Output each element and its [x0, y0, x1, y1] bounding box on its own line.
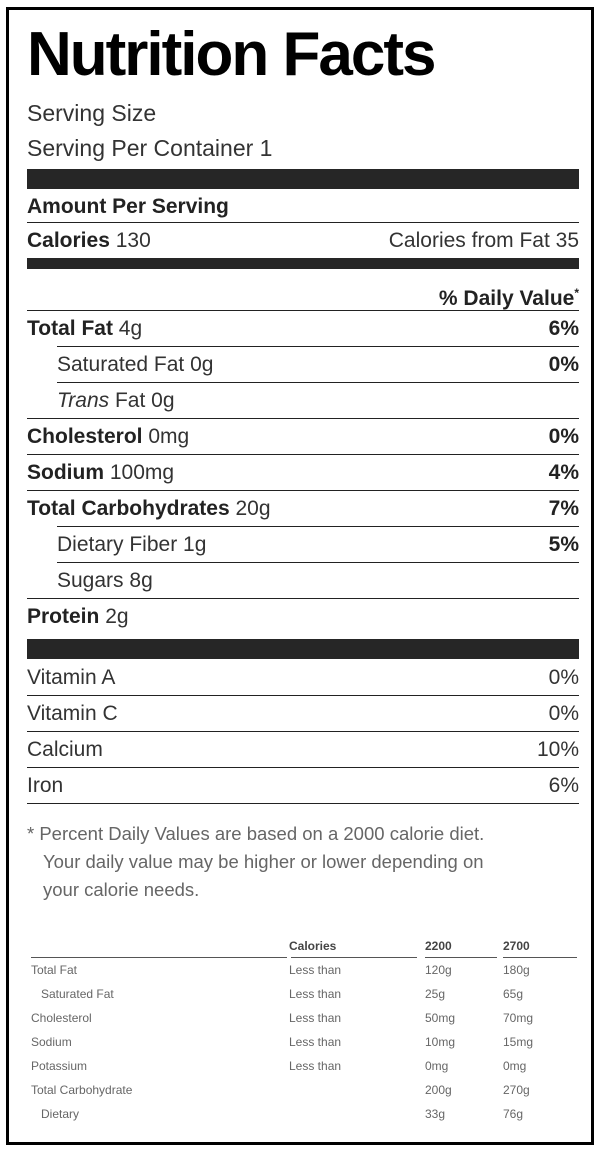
nutrient-dv: 6% — [548, 317, 579, 340]
table-cell: Less than — [289, 987, 342, 1001]
vitamin-dv: 10% — [536, 738, 579, 761]
table-row — [31, 1054, 583, 1078]
nutrient-dv: 5% — [548, 533, 579, 556]
nutrition-label — [6, 7, 594, 1145]
table-cell: 33g — [425, 1107, 446, 1121]
table-header: 2200 — [425, 939, 452, 953]
rule — [27, 454, 579, 455]
nutrient-dv: 7% — [548, 497, 579, 520]
table-row — [31, 1102, 583, 1126]
rule — [27, 803, 579, 804]
calcium — [27, 735, 579, 765]
table-cell: 10mg — [425, 1035, 456, 1049]
table-row — [31, 1030, 583, 1054]
table-cell: Less than — [289, 1059, 342, 1073]
daily-value-table — [31, 934, 583, 1126]
nutrient-label: Sugars — [57, 569, 124, 592]
nutrient-amount: 8g — [129, 569, 153, 592]
table-cell: Less than — [289, 963, 342, 977]
table-row — [31, 982, 583, 1006]
vitamin-label: Iron — [27, 774, 64, 797]
calories-value: 130 — [115, 229, 151, 252]
table-cell: Saturated Fat — [41, 987, 114, 1001]
table-cell: 65g — [503, 987, 524, 1001]
rule — [57, 562, 579, 563]
nutrient-amount: 1g — [183, 533, 207, 556]
nutrient-label: Trans — [57, 389, 110, 412]
table-cell: 200g — [425, 1083, 452, 1097]
nutrient-amount: 0mg — [148, 425, 190, 448]
daily-value-header: % Daily Value — [438, 287, 575, 310]
vitamin-dv: 0% — [548, 702, 579, 725]
table-cell: Dietary — [41, 1107, 80, 1121]
table-header — [31, 934, 289, 958]
table-cell: 270g — [503, 1083, 530, 1097]
nutrient-trans-fat — [27, 386, 579, 416]
rule — [27, 418, 579, 419]
rule — [27, 731, 579, 732]
nutrient-cholesterol — [27, 422, 579, 452]
rule — [57, 526, 579, 527]
nutrient-label: Saturated Fat — [57, 353, 185, 376]
nutrient-label: Protein — [27, 605, 100, 628]
vitamin-label: Vitamin C — [27, 702, 118, 725]
nutrient-label: Total Fat — [27, 317, 113, 340]
nutrient-label: Total Carbohydrates — [27, 497, 230, 520]
iron — [27, 771, 579, 801]
nutrient-dietary-fiber — [27, 530, 579, 560]
table-cell: Cholesterol — [31, 1011, 92, 1025]
nutrient-dv: 0% — [548, 353, 579, 376]
rule — [27, 598, 579, 599]
nutrient-total-fat — [27, 314, 579, 344]
calories-from-fat: Calories from Fat 35 — [388, 229, 579, 252]
rule — [27, 695, 579, 696]
table-row — [31, 1078, 583, 1102]
servings-per-container: Serving Per Container 1 — [27, 135, 273, 161]
table-cell: 15mg — [503, 1035, 534, 1049]
table-cell: 25g — [425, 987, 446, 1001]
table-header-row — [31, 934, 583, 958]
footnote-line: your calorie needs. — [43, 879, 200, 900]
nutrient-label: Sodium — [27, 461, 104, 484]
calories-row — [27, 226, 579, 256]
nutrient-dv: 0% — [548, 425, 579, 448]
thick-divider-top — [27, 169, 579, 189]
daily-value-mark: * — [574, 286, 579, 300]
nutrient-protein — [27, 602, 579, 632]
serving-size: Serving Size — [27, 100, 157, 126]
vitamin-c — [27, 699, 579, 729]
table-cell: 0mg — [425, 1059, 449, 1073]
nutrient-label: Dietary Fiber — [57, 533, 178, 556]
table-cell — [289, 1078, 425, 1102]
vitamin-a — [27, 663, 579, 693]
thick-divider-vitamins — [27, 639, 579, 659]
footnote — [27, 820, 579, 904]
amount-per-serving — [27, 192, 579, 222]
rule — [27, 767, 579, 768]
table-cell: Less than — [289, 1011, 342, 1025]
amount-per-serving-label: Amount Per Serving — [27, 195, 229, 218]
table-row — [31, 958, 583, 982]
rule — [57, 382, 579, 383]
footnote-line: * Percent Daily Values are based on a 2000 calorie diet. — [27, 823, 485, 844]
table-cell: Potassium — [31, 1059, 88, 1073]
nutrient-amount: 100mg — [109, 461, 175, 484]
daily-value-header-row — [27, 278, 579, 308]
nutrient-sugars — [27, 566, 579, 596]
vitamin-label: Vitamin A — [27, 666, 116, 689]
nutrient-label-rest: Fat — [114, 389, 146, 412]
nutrient-amount: 2g — [105, 605, 129, 628]
vitamin-dv: 6% — [548, 774, 579, 797]
table-header: Calories — [289, 939, 337, 953]
nutrient-amount: 20g — [235, 497, 271, 520]
medium-divider — [27, 258, 579, 269]
table-cell: 120g — [425, 963, 452, 977]
table-cell: Total Fat — [31, 963, 78, 977]
nutrient-amount: 0g — [151, 389, 175, 412]
nutrient-label: Cholesterol — [27, 425, 143, 448]
nutrient-saturated-fat — [27, 350, 579, 380]
nutrient-dv: 4% — [548, 461, 579, 484]
footnote-line: Your daily value may be higher or lower depending on — [43, 851, 484, 872]
nutrient-amount: 4g — [118, 317, 143, 340]
nutrient-amount: 0g — [190, 353, 214, 376]
table-cell: 0mg — [503, 1059, 527, 1073]
rule — [27, 222, 579, 223]
table-header: 2700 — [503, 939, 530, 953]
vitamin-dv: 0% — [548, 666, 579, 689]
table-cell: Total Carbohydrate — [31, 1083, 133, 1097]
rule — [27, 310, 579, 311]
label-title: Nutrition Facts — [27, 20, 435, 89]
vitamin-label: Calcium — [27, 738, 103, 761]
calories-label: Calories — [27, 229, 110, 252]
table-row — [31, 1006, 583, 1030]
nutrient-sodium — [27, 458, 579, 488]
table-cell: 70mg — [503, 1011, 534, 1025]
table-cell: 50mg — [425, 1011, 456, 1025]
table-cell: 76g — [503, 1107, 524, 1121]
table-cell: Less than — [289, 1035, 342, 1049]
nutrient-total-carbohydrates — [27, 494, 579, 524]
rule — [27, 490, 579, 491]
table-cell: 180g — [503, 963, 530, 977]
rule — [57, 346, 579, 347]
table-cell: Sodium — [31, 1035, 72, 1049]
table-cell — [289, 1102, 425, 1126]
